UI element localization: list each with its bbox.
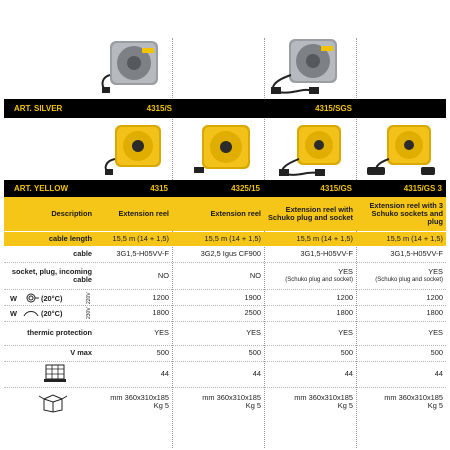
watt-unreeled-col-4: 1800 <box>426 308 443 317</box>
label-socket: socket, plug, incoming cable <box>11 267 92 284</box>
yellow-reel-image-1 <box>96 120 168 178</box>
row-separator <box>4 289 446 290</box>
yellow-col-4: 4315/GS 3 <box>403 184 442 193</box>
watt-symbol: W <box>10 293 17 303</box>
watt-symbol: W <box>10 308 17 318</box>
silver-col-1: 4315/S <box>146 104 172 113</box>
label-description: Description <box>51 209 92 218</box>
reel-silver-icon <box>263 35 351 95</box>
cable-col-2: 3G2,5 Igus CF900 <box>200 249 261 258</box>
row-watt-reeled <box>4 291 446 305</box>
thermic-col-2: YES <box>246 328 261 337</box>
cable-col-4: 3G1,5-H05VV-F <box>390 249 443 258</box>
watt-temp: (20°C) <box>40 308 63 318</box>
reel-yellow-icon <box>271 121 353 177</box>
socket-col-3 <box>264 264 356 288</box>
watt-unreeled-col-2: 2500 <box>244 308 261 317</box>
yellow-reel-image-3 <box>270 120 354 178</box>
silver-col-3: 4315/SGS <box>315 104 352 113</box>
silver-header-label: ART. SILVER <box>14 104 63 113</box>
box-weight-1: Kg 5 <box>153 401 169 410</box>
box-size-3: mm 360x310x185 <box>294 393 353 402</box>
reel-sun-icon <box>23 308 39 318</box>
yellow-reel-image-4 <box>362 120 446 178</box>
watt-label-unreeled <box>10 306 62 320</box>
pallet-icon <box>42 364 68 384</box>
silver-header-band <box>4 99 446 118</box>
watt-reeled-col-1: 1200 <box>152 293 169 302</box>
label-vmax: V max <box>70 348 92 357</box>
label-thermic: thermic protection <box>27 328 92 337</box>
vmax-col-4: 500 <box>430 348 443 357</box>
label-cable: cable <box>73 249 92 258</box>
row-socket <box>4 264 446 288</box>
box-size-4: mm 360x310x185 <box>384 393 443 402</box>
thermic-col-3: YES <box>338 328 353 337</box>
yellow-col-3: 4315/GS <box>320 184 352 193</box>
row-watt-unreeled <box>4 306 446 320</box>
yellow-header-band <box>4 180 446 197</box>
cable-length-col-3: 15,5 m (14 + 1,5) <box>296 234 353 243</box>
watt-reeled-col-2: 1900 <box>244 293 261 302</box>
silver-reel-image-1 <box>95 34 167 96</box>
socket-value-4: YES <box>428 267 443 276</box>
socket-col-4 <box>356 264 446 288</box>
yellow-col-1: 4315 <box>150 184 168 193</box>
reel-yellow-icon <box>97 121 167 177</box>
watt-reeled-col-3: 1200 <box>336 293 353 302</box>
watt-unreeled-col-3: 1800 <box>336 308 353 317</box>
description-col-1: Extension reel <box>118 209 169 218</box>
cable-col-3: 3G1,5-H05VV-F <box>300 249 353 258</box>
silver-reel-image-2 <box>262 34 352 96</box>
pallet-col-3: 44 <box>344 369 353 378</box>
box-size-2: mm 360x310x185 <box>202 393 261 402</box>
cable-length-col-1: 15,5 m (14 + 1,5) <box>112 234 169 243</box>
box-col-1 <box>96 389 172 415</box>
cable-length-col-2: 15,5 m (14 + 1,5) <box>204 234 261 243</box>
description-col-3: Extension reel with Schuko plug and socket <box>267 205 353 222</box>
yellow-reel-image-2 <box>186 120 260 178</box>
description-col-2: Extension reel <box>210 209 261 218</box>
box-icon <box>38 391 68 413</box>
row-box <box>4 389 446 415</box>
watt-temp: (20°C) <box>40 293 63 303</box>
reel-yellow-icon <box>188 121 258 177</box>
box-weight-2: Kg 5 <box>245 401 261 410</box>
socket-value-1: NO <box>157 271 169 280</box>
reel-yellow-icon <box>363 121 445 177</box>
description-col-4: Extension reel with 3 Schuko sockets and plug <box>369 201 443 226</box>
vmax-col-3: 500 <box>340 348 353 357</box>
yellow-col-2: 4325/15 <box>231 184 260 193</box>
vmax-col-2: 500 <box>248 348 261 357</box>
box-weight-4: Kg 5 <box>427 401 443 410</box>
box-size-1: mm 360x310x185 <box>110 393 169 402</box>
watt-unreeled-col-1: 1800 <box>152 308 169 317</box>
box-col-4 <box>356 389 446 415</box>
box-col-3 <box>264 389 356 415</box>
box-icon-wrap <box>38 391 68 415</box>
thermic-col-4: YES <box>428 328 443 337</box>
voltage-label-1: 220V <box>86 292 92 304</box>
row-description <box>4 197 446 231</box>
pallet-col-4: 44 <box>434 369 443 378</box>
socket-col-1 <box>96 264 172 288</box>
pallet-icon-wrap <box>42 364 68 386</box>
cable-col-1: 3G1,5-H05VV-F <box>116 249 169 258</box>
row-separator <box>4 387 446 388</box>
socket-col-2 <box>172 264 264 288</box>
row-separator <box>4 262 446 263</box>
row-vmax <box>4 346 446 360</box>
watt-label-reeled <box>10 291 62 305</box>
box-col-2 <box>172 389 264 415</box>
pallet-col-2: 44 <box>252 369 261 378</box>
yellow-header-label: ART. YELLOW <box>14 184 69 193</box>
cable-length-col-4: 15,5 m (14 + 1,5) <box>386 234 443 243</box>
watt-reeled-col-4: 1200 <box>426 293 443 302</box>
box-weight-3: Kg 5 <box>337 401 353 410</box>
label-cable-length: cable length <box>48 234 92 243</box>
row-cable-length <box>4 232 446 246</box>
socket-sub-4: (Schuko plug and socket) <box>375 277 443 283</box>
row-thermic <box>4 322 446 344</box>
vmax-col-1: 500 <box>156 348 169 357</box>
pallet-col-1: 44 <box>160 369 169 378</box>
socket-value-3: YES <box>338 267 353 276</box>
socket-sub-3: (Schuko plug and socket) <box>285 277 353 283</box>
reel-silver-icon <box>96 35 166 95</box>
socket-value-2: NO <box>249 271 261 280</box>
voltage-label-2: 230V <box>86 307 92 319</box>
row-pallet <box>4 362 446 386</box>
reel-coil-icon <box>23 293 39 303</box>
row-cable <box>4 247 446 261</box>
thermic-col-1: YES <box>154 328 169 337</box>
